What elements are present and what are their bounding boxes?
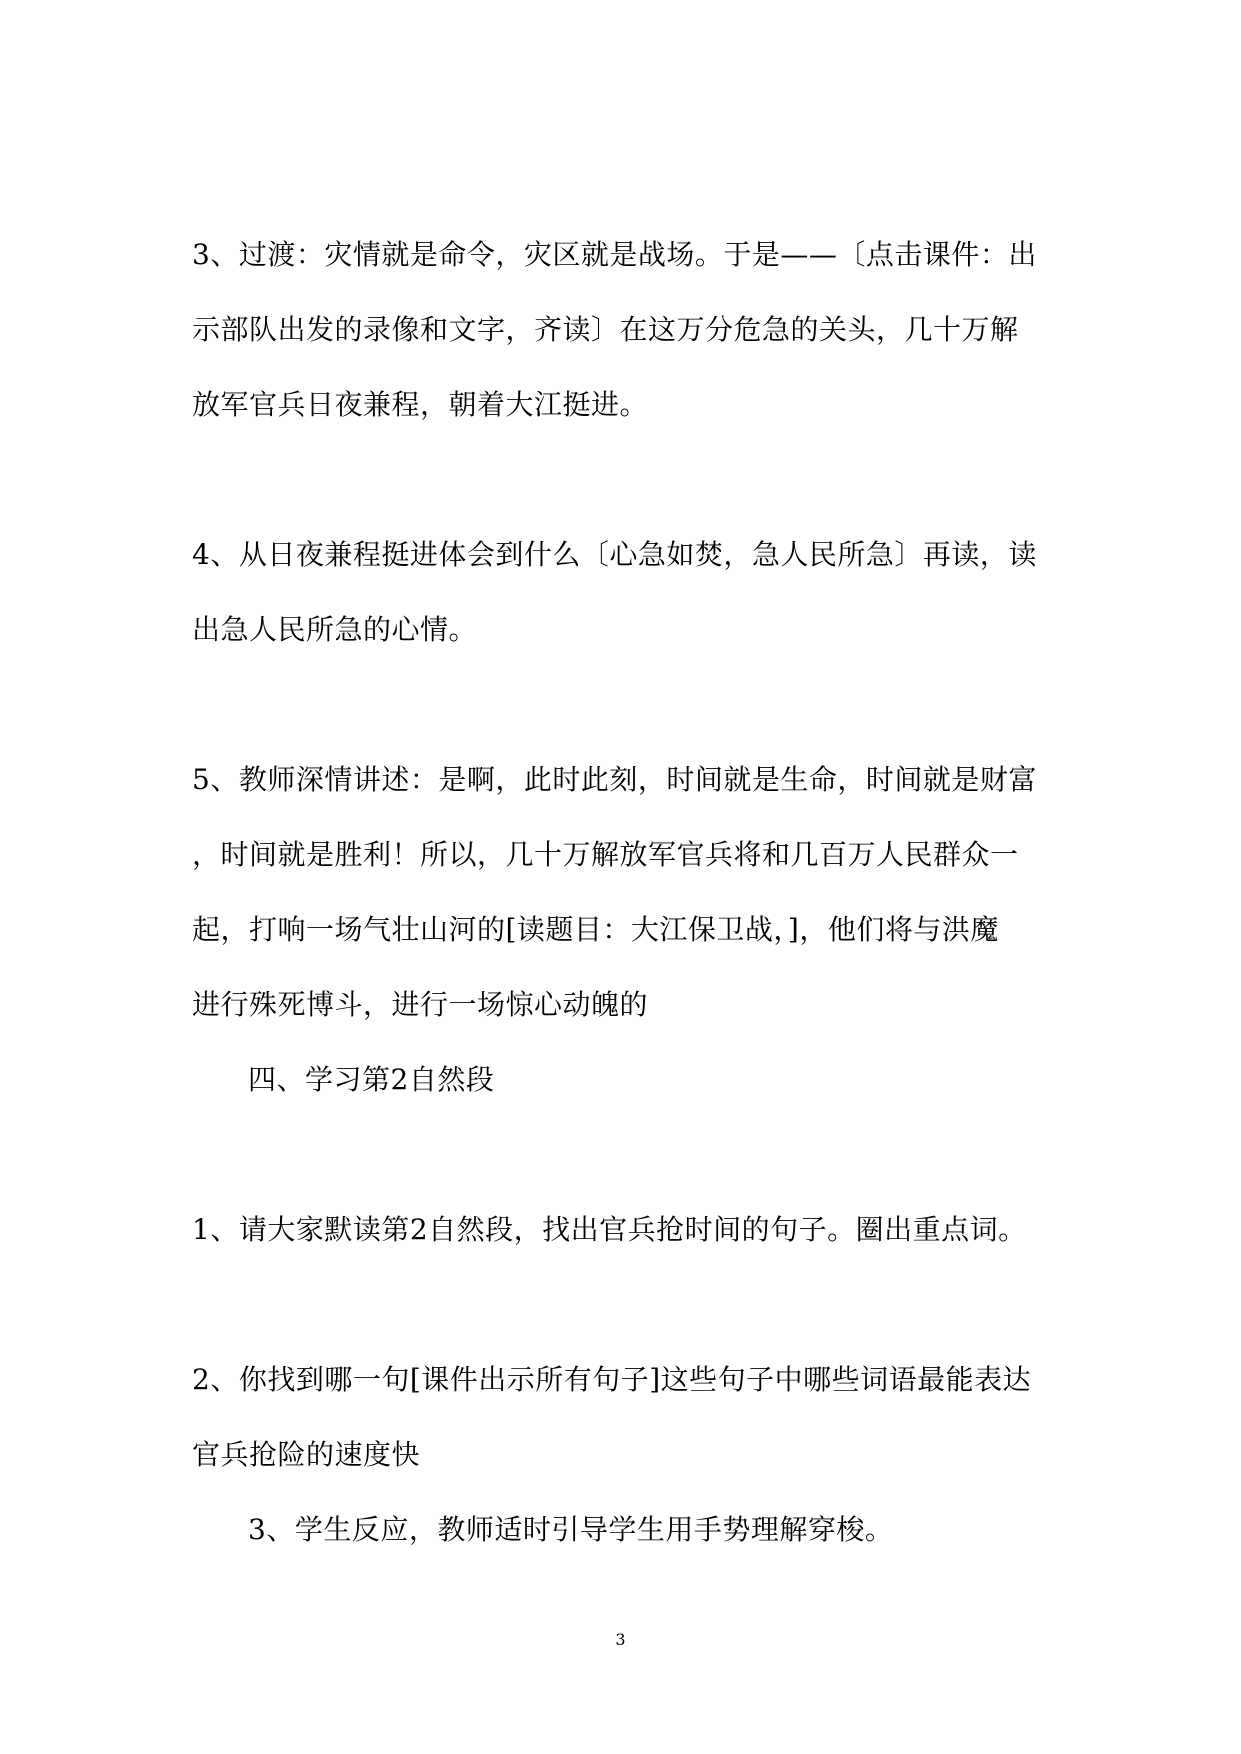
text-line: 3、学生反应，教师适时引导学生用手势理解穿梭。	[248, 1513, 894, 1546]
text-line: 起，打响一场气壮山河的[读题目：大江保卫战，]，他们将与洪魔	[192, 913, 999, 946]
text-line: 1、请大家默读第2自然段，找出官兵抢时间的句子。圈出重点词。	[192, 1213, 1027, 1246]
text-line: 出急人民所急的心情。	[192, 613, 478, 646]
text-line: 进行殊死博斗，进行一场惊心动魄的	[192, 988, 649, 1021]
text-line: 官兵抢险的速度快	[192, 1438, 421, 1471]
text-line: 示部队出发的录像和文字，齐读〕在这万分危急的关头，几十万解	[192, 313, 1019, 346]
section-heading: 四、学习第2自然段	[248, 1063, 495, 1096]
page-number: 3	[615, 1630, 626, 1649]
text-line: 5、教师深情讲述：是啊，此时此刻，时间就是生命，时间就是财富	[192, 763, 1037, 796]
text-line: 放军官兵日夜兼程，朝着大江挺进。	[192, 388, 649, 421]
text-line: 2、你找到哪一句[课件出示所有句子]这些句子中哪些词语最能表达	[192, 1363, 1032, 1396]
text-line: 3、过渡：灾情就是命令，灾区就是战场。于是——〔点击课件：出	[192, 238, 1037, 271]
text-line: ，时间就是胜利！所以，几十万解放军官兵将和几百万人民群众一	[192, 838, 1019, 871]
text-line: 4、从日夜兼程挺进体会到什么〔心急如焚，急人民所急〕再读，读	[192, 538, 1037, 571]
